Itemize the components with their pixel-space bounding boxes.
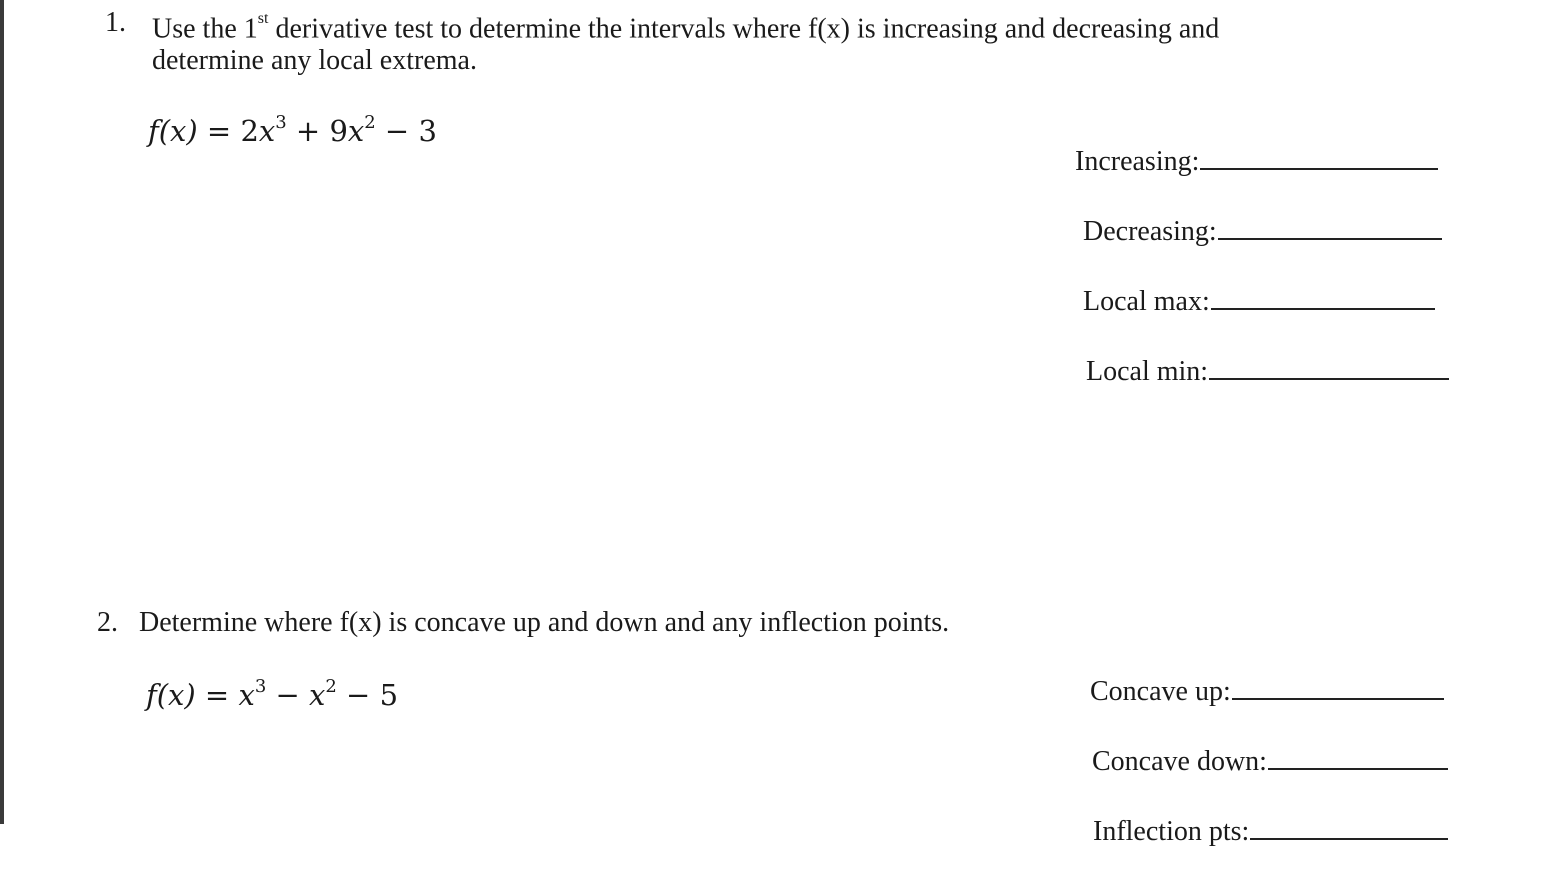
formula-tail: − 3 [375, 114, 437, 148]
answer-blank-decreasing[interactable] [1218, 237, 1442, 240]
answer-label: Inflection pts: [1093, 816, 1250, 847]
formula-var: x [347, 114, 365, 148]
answer-label: Local max: [1083, 286, 1210, 317]
question-1-text-line-2: determine any local extrema. [152, 45, 477, 76]
formula-lhs: f(x) [148, 114, 198, 148]
answer-increasing [1075, 146, 1438, 178]
answer-blank-concave-down[interactable] [1268, 767, 1448, 770]
answer-local-min [1086, 356, 1449, 388]
formula-exp: 3 [254, 676, 267, 698]
page-left-edge [0, 0, 4, 824]
formula-var: x [309, 678, 326, 712]
answer-concave-down [1092, 746, 1448, 778]
question-2-number: 2. [97, 607, 118, 638]
question-1-formula [148, 114, 437, 148]
answer-blank-increasing[interactable] [1200, 167, 1438, 170]
formula-tail: − 5 [336, 678, 399, 712]
formula-exp: 2 [325, 676, 337, 698]
formula-var: x [238, 678, 255, 712]
formula-mid: − [266, 678, 310, 712]
formula-eq: = 2 [197, 114, 259, 148]
formula-var: x [258, 114, 276, 148]
answer-label: Decreasing: [1083, 216, 1217, 247]
formula-mid: + 9 [286, 114, 348, 148]
q1-text-start: Use the 1 [152, 13, 258, 45]
answer-inflection-pts [1093, 816, 1448, 848]
formula-exp: 3 [275, 112, 287, 134]
question-2-text: Determine where f(x) is concave up and down and any inflection points. [139, 607, 950, 638]
answer-blank-local-max[interactable] [1211, 307, 1435, 310]
answer-local-max [1083, 286, 1435, 318]
answer-label: Concave down: [1092, 746, 1267, 777]
answer-concave-up [1090, 676, 1444, 708]
formula-exp: 2 [364, 112, 376, 134]
q1-ordinal-suffix: st [257, 10, 269, 27]
answer-decreasing [1083, 216, 1442, 248]
q1-text-rest: derivative test to determine the intervals where f(x) is increasing and decreasing and [268, 13, 1220, 45]
answer-label: Concave up: [1090, 676, 1231, 707]
answer-blank-inflection-pts[interactable] [1250, 837, 1448, 840]
answer-blank-local-min[interactable] [1209, 377, 1449, 380]
question-1-number: 1. [105, 7, 126, 38]
formula-lhs: f(x) [146, 678, 196, 712]
answer-label: Local min: [1086, 356, 1209, 387]
formula-eq: = [195, 678, 239, 712]
question-2-formula [146, 678, 398, 712]
answer-label: Increasing: [1075, 146, 1200, 177]
answer-blank-concave-up[interactable] [1232, 697, 1444, 700]
